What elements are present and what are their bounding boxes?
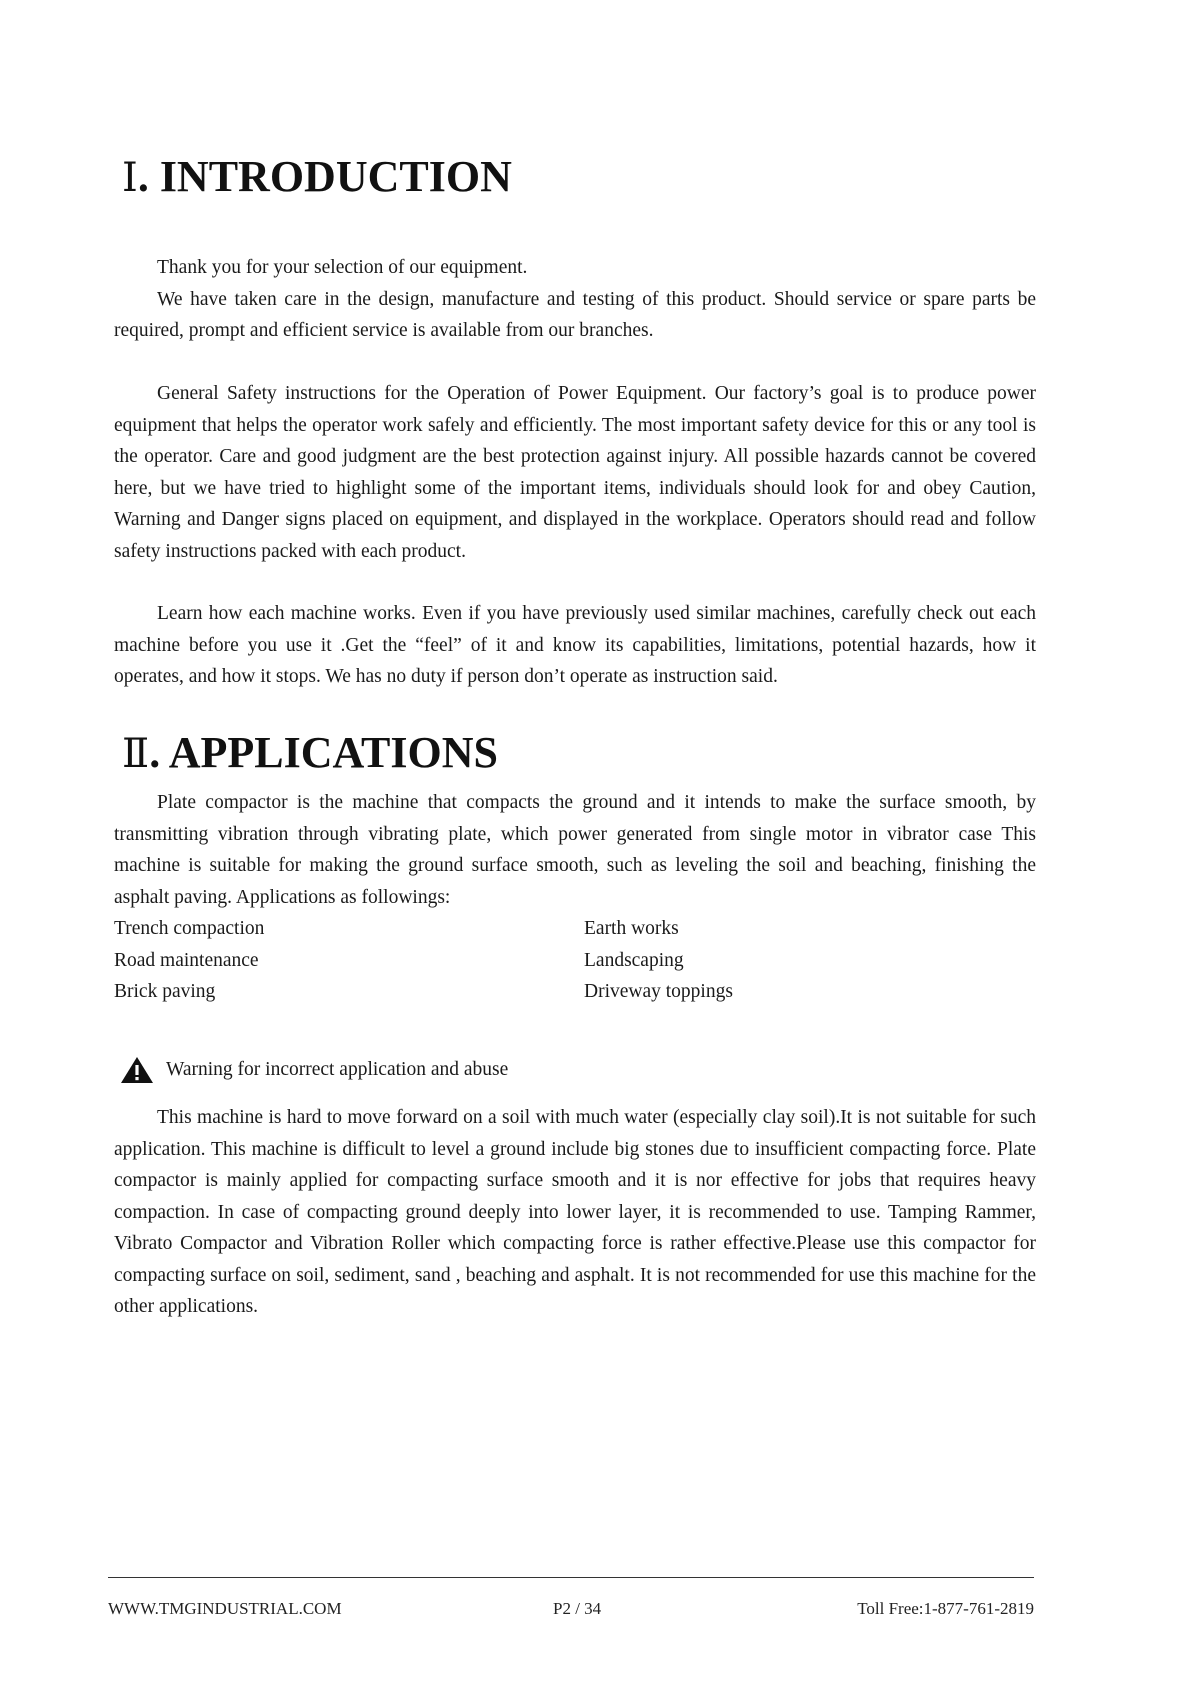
safety-instructions-body [114, 378, 1036, 567]
warning-body [114, 1102, 1036, 1323]
warning-triangle-icon [120, 1056, 154, 1084]
application-item: Landscaping [584, 949, 684, 971]
application-item: Driveway toppings [584, 981, 733, 1002]
introduction-numeral: Ⅰ [122, 155, 138, 201]
intro-paragraph-thanks: Thank you for your selection of our equipment. [157, 257, 528, 278]
footer-divider [108, 1577, 1034, 1578]
introduction-heading [122, 152, 512, 203]
application-item: Earth works [584, 918, 679, 939]
warning-heading [120, 1054, 508, 1086]
warning-title: Warning for incorrect application and abuse [166, 1059, 509, 1080]
applications-intro [114, 787, 1036, 913]
intro-paragraph-service: We have taken care in the design, manufacture and testing of this product. Should service or spare parts be required, prompt and efficient service is available from our branches. [114, 288, 1036, 341]
applications-paragraph: Plate compactor is the machine that compacts the ground and it intends to make the surface smooth, by transmitting vibration through vibrating plate, which power generated from single motor in vibrator case This machine is suitable for making the ground surface smooth, such as leveling the soil and beaching, finishing the asphalt paving. Applications as followings: [114, 792, 1036, 908]
introduction-body [114, 252, 1036, 347]
list-item [114, 945, 1036, 977]
list-item [114, 976, 1036, 1008]
footer-page-number: P2 / 34 [553, 1599, 602, 1618]
warning-paragraph: This machine is hard to move forward on a soil with much water (especially clay soil).It is not suitable for such application. This machine is difficult to level a ground include big stones due to insufficient compacting force. Plate compactor is mainly applied for compacting surface smooth and it is nor effective for jobs that requires heavy compaction. In case of compacting ground deeply into lower layer, it is recommended to use. Tamping Rammer, Vibrato Compactor and Vibration Roller which compacting force is rather effective.Please use this compactor for compacting surface on soil, sediment, sand , beaching and asphalt. It is not recommended for use this machine for the other applications. [114, 1107, 1036, 1317]
applications-heading [122, 728, 498, 779]
intro-paragraph-safety: General Safety instructions for the Operation of Power Equipment. Our factory’s goal is to produce power equipment that helps the operator work safely and efficiently. The most important safety device for this or any tool is the operator. Care and good judgment are the best protection against injury. All possible hazards cannot be covered here, but we have tried to highlight some of the important items, individuals should look for and obey Caution, Warning and Danger signs placed on equipment, and displayed in the workplace. Operators should read and follow safety instructions packed with each product. [114, 383, 1036, 562]
applications-title: . APPLICATIONS [149, 728, 498, 777]
application-item: Trench compaction [114, 918, 265, 939]
applications-numeral: Ⅱ [122, 731, 150, 777]
learn-machine-body [114, 598, 1036, 693]
introduction-title: . INTRODUCTION [137, 152, 512, 201]
applications-list [114, 913, 1036, 1008]
footer-website: WWW.TMGINDUSTRIAL.COM [108, 1599, 342, 1618]
footer-phone: Toll Free:1-877-761-2819 [857, 1599, 1034, 1618]
application-item: Road maintenance [114, 949, 259, 971]
intro-paragraph-learn: Learn how each machine works. Even if you have previously used similar machines, carefully check out each machine before you use it .Get the “feel” of it and know its capabilities, limitations, potential hazards, how it operates, and how it stops. We has no duty if person don’t operate as instruction said. [114, 603, 1036, 687]
application-item: Brick paving [114, 981, 216, 1002]
list-item [114, 913, 1036, 945]
